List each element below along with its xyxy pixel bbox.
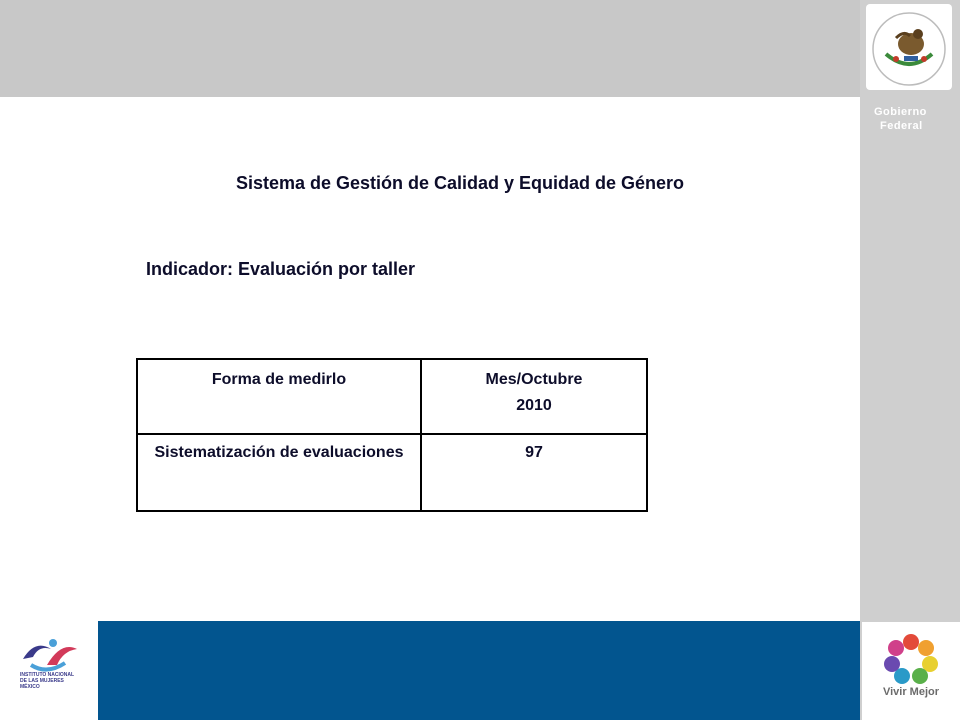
column-header-forma [137, 359, 421, 434]
mexico-seal-logo [866, 4, 952, 90]
vivir-mejor-logo [862, 622, 960, 720]
inmujeres-logo [0, 621, 98, 720]
gobierno-federal-logo [866, 96, 956, 146]
table-cell-valor-text: 97 [525, 444, 543, 461]
table-cell-forma [137, 434, 421, 511]
indicator-table [136, 358, 648, 512]
table-header-row [137, 359, 647, 434]
column-header-anio: 2010 [516, 397, 552, 414]
vivir-mejor-flower-icon [884, 634, 938, 684]
column-header-mes: Mes/Octubre [485, 371, 583, 388]
column-header-periodo [421, 359, 647, 434]
gov-logo-line-2: Federal [880, 120, 923, 132]
inmujeres-logo-text: INSTITUTO NACIONAL DE LAS MUJERES MÉXICO [20, 672, 74, 690]
seal-icon [866, 4, 952, 90]
vivir-mejor-label: Vivir Mejor [882, 686, 940, 698]
gov-logo-line-1: Gobierno [874, 106, 927, 118]
top-header-band [0, 0, 860, 97]
bottom-footer-band [98, 621, 860, 720]
table-cell-valor [421, 434, 647, 511]
table-row [137, 434, 647, 511]
column-header-forma-text: Forma de medirlo [211, 371, 347, 388]
indicator-title: Indicador: Evaluación por taller [146, 259, 416, 279]
page-title: Sistema de Gestión de Calidad y Equidad de Género [235, 173, 685, 193]
table-cell-forma-text: Sistematización de evaluaciones [154, 444, 404, 461]
